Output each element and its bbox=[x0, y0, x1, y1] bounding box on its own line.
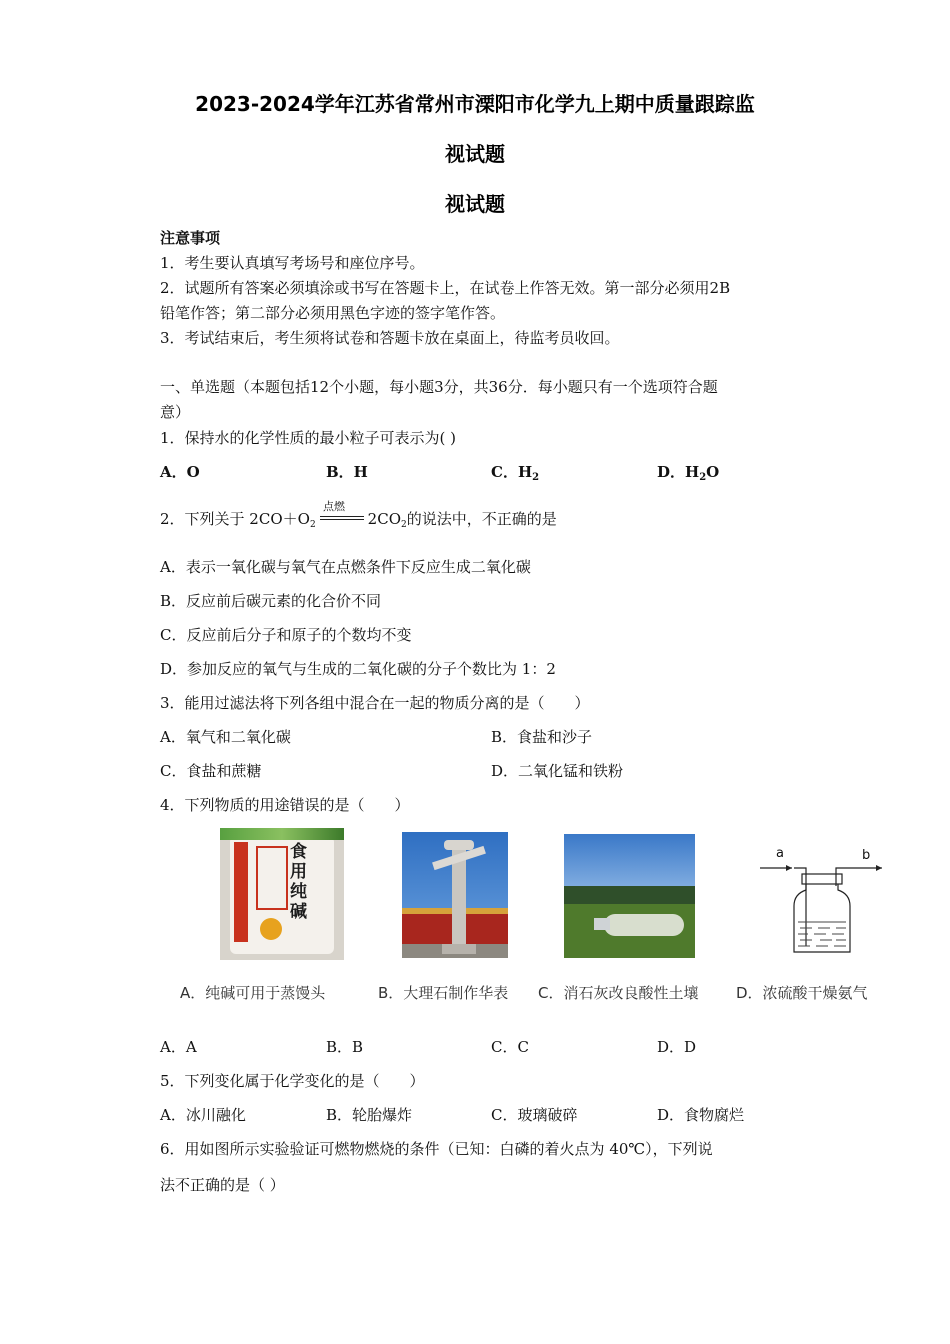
treeline bbox=[564, 886, 695, 906]
bag-stripe-left bbox=[234, 842, 248, 942]
bag-label: 食用纯碱 bbox=[290, 842, 307, 922]
page-subtitle: 视试题 bbox=[445, 192, 505, 216]
q4-stem: 4．下列物质的用途错误的是（ ） bbox=[160, 796, 410, 814]
q4-option-a: A．A bbox=[160, 1038, 197, 1056]
notice-heading: 注意事项 bbox=[160, 229, 221, 247]
bag-panel bbox=[256, 846, 288, 910]
q5-option-b: B．轮胎爆炸 bbox=[326, 1106, 413, 1124]
q3-stem: 3．能用过滤法将下列各组中混合在一起的物质分离的是（ ） bbox=[160, 694, 590, 712]
page-title-line2: 视试题 bbox=[445, 142, 505, 166]
q2-option-b: B．反应前后碳元素的化合价不同 bbox=[160, 592, 382, 610]
field-image bbox=[564, 834, 695, 958]
notice-item: 铅笔作答；第二部分必须用黑色字迹的签字笔作答。 bbox=[160, 304, 506, 322]
q1-option-c: C．$H_2$ bbox=[491, 463, 540, 483]
q1-option-d: D．$H_2O$ bbox=[657, 463, 720, 483]
bag-leaves bbox=[220, 828, 344, 840]
q2-option-c: C．反应前后分子和原子的个数均不变 bbox=[160, 626, 412, 644]
column-base bbox=[442, 944, 476, 954]
inlet-label: a bbox=[776, 846, 784, 861]
notice-item: 3．考试结束后，考生须将试卷和答题卡放在桌面上，待监考员收回。 bbox=[160, 329, 620, 347]
tractor bbox=[594, 918, 610, 930]
outlet-label: b bbox=[862, 848, 871, 863]
q5-option-c: C．玻璃破碎 bbox=[491, 1106, 578, 1124]
q1-stem: 1．保持水的化学性质的最小粒子可表示为( ) bbox=[160, 429, 457, 447]
notice-item: 1．考生要认真填写考场号和座位序号。 bbox=[160, 254, 425, 272]
q2-stem: 2．下列关于 $2CO+O_2$ $2CO_2$的说法中，不正确的是 bbox=[160, 510, 557, 530]
notice-item: 2．试题所有答案必须填涂或书写在答题卡上，在试卷上作答无效。第一部分必须用2B bbox=[160, 279, 731, 297]
q5-option-d: D．食物腐烂 bbox=[657, 1106, 745, 1124]
image-caption-b: B．大理石制作华表 bbox=[378, 984, 509, 1002]
section-heading: 一、单选题（本题包括12个小题，每小题3分，共36分．每小题只有一个选项符合题 bbox=[160, 378, 718, 396]
page-title: 2023-2024学年江苏省常州市溧阳市化学九上期中质量跟踪监 bbox=[195, 92, 755, 116]
q4-option-b: B．B bbox=[326, 1038, 364, 1056]
q5-stem: 5．下列变化属于化学变化的是（ ） bbox=[160, 1072, 425, 1090]
lime-dust bbox=[604, 914, 684, 936]
image-caption-a: A．纯碱可用于蒸馒头 bbox=[180, 984, 326, 1002]
q3-option-c: C．食盐和蔗糖 bbox=[160, 762, 262, 780]
q4-option-c: C．C bbox=[491, 1038, 529, 1056]
q3-option-d: D．二氧化锰和铁粉 bbox=[491, 762, 624, 780]
q6-stem-cont: 法不正确的是（ ） bbox=[160, 1176, 285, 1194]
reaction-condition: 点燃 bbox=[323, 500, 345, 513]
image-caption-d: D．浓硫酸干燥氨气 bbox=[736, 984, 868, 1002]
column-cap bbox=[444, 840, 474, 850]
q1-option-a: A．O bbox=[160, 463, 200, 481]
section-heading-cont: 意） bbox=[160, 403, 191, 421]
q3-option-a: A．氧气和二氧化碳 bbox=[160, 728, 291, 746]
soda-bag-image bbox=[220, 828, 344, 960]
q6-stem: 6．用如图所示实验验证可燃物燃烧的条件（已知：白磷的着火点为 40℃），下列说 bbox=[160, 1140, 713, 1158]
q1-option-b: B．H bbox=[326, 463, 368, 481]
q2-option-d: D．参加反应的氧气与生成的二氧化碳的分子个数比为 1：2 bbox=[160, 660, 556, 678]
q4-option-d: D．D bbox=[657, 1038, 697, 1056]
q3-option-b: B．食盐和沙子 bbox=[491, 728, 593, 746]
image-caption-c: C．消石灰改良酸性土壤 bbox=[538, 984, 699, 1002]
q2-option-a: A．表示一氧化碳与氧气在点燃条件下反应生成二氧化碳 bbox=[160, 558, 531, 576]
huabiao-image bbox=[402, 832, 508, 958]
q5-option-a: A．冰川融化 bbox=[160, 1106, 246, 1124]
bag-starburst bbox=[260, 918, 282, 940]
gas-washing-bottle-diagram bbox=[758, 846, 886, 958]
